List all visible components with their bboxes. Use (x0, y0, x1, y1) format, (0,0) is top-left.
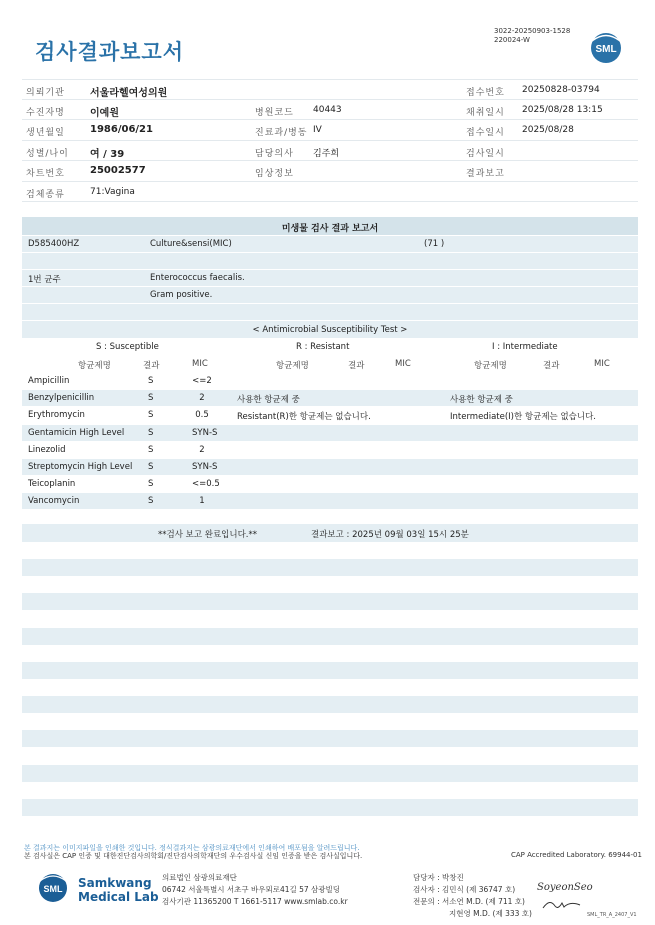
info-v3: 2025/08/28 (522, 125, 574, 135)
lab-address-line2: 06742 서울특별시 서초구 바우뫼로41길 57 삼광빌딩 (162, 885, 341, 894)
table-row (22, 459, 638, 475)
info-row (22, 161, 638, 182)
sml-logo-text: SML (595, 44, 617, 55)
lab-address (162, 872, 348, 908)
empty-row (22, 730, 638, 747)
empty-row (22, 662, 638, 679)
micro-section-title: 미생물 검사 결과 보고서 (281, 224, 379, 234)
info-l1: 의뢰기관 (26, 88, 65, 98)
table-row (22, 442, 638, 458)
report-complete: **검사 보고 완료입니다.** (158, 530, 258, 540)
column-header: 항균제명 (474, 361, 507, 371)
organism-name: Enterococcus faecalis. (150, 273, 245, 283)
drug-name: Streptomycin High Level (28, 462, 133, 472)
info-l3: 접수일시 (466, 128, 505, 138)
table-row (22, 493, 638, 509)
signers (413, 872, 532, 920)
info-v1: 여 / 39 (90, 148, 125, 160)
drug-result: S (148, 462, 154, 472)
empty-row (22, 304, 638, 320)
s-header: S : Susceptible (96, 342, 159, 352)
test-code: D585400HZ (28, 239, 80, 249)
drug-mic: 1 (199, 496, 205, 506)
signer-specialist1: 전문의 : 서소연 M.D. (제 711 호) (413, 897, 525, 906)
organism-label: 1번 균주 (28, 275, 61, 285)
column-header: MIC (395, 359, 411, 369)
r-note-line1: 사용한 항균제 중 (237, 395, 300, 405)
test-row (22, 236, 638, 252)
doc-number: SML_TR_A_2407_V1 (587, 912, 637, 918)
info-l1: 성별/나이 (26, 148, 69, 159)
table-row (22, 476, 638, 492)
info-v1: 1986/06/21 (90, 124, 153, 135)
info-l2: 담당의사 (255, 148, 294, 159)
column-header: 항균제명 (78, 361, 111, 371)
lab-name (78, 876, 159, 904)
sml-logo-icon (586, 32, 626, 64)
empty-row (22, 593, 638, 610)
info-l3: 채취일시 (466, 107, 505, 118)
drug-mic: 0.5 (195, 410, 209, 420)
signer-examiner: 검사자 : 김민식 (제 36747 호) (413, 885, 516, 894)
test-number: (71 ) (424, 239, 445, 249)
lab-address-line1: 의료법인 삼광의료재단 (162, 873, 237, 882)
info-l1: 수진자명 (26, 107, 65, 118)
info-l2: 병원코드 (255, 107, 294, 118)
report-time: 결과보고 : 2025년 09월 03일 15시 25분 (311, 530, 469, 540)
lab-address-line3: 검사기관 11365200 T 1661-5117 www.smlab.co.kr (162, 897, 348, 906)
drug-result: S (148, 445, 154, 455)
i-note-line1: 사용한 항균제 중 (450, 395, 513, 405)
empty-row (22, 253, 638, 269)
drug-mic: 2 (199, 445, 205, 455)
drug-name: Erythromycin (28, 410, 85, 420)
lab-name-line2: Medical Lab (78, 890, 159, 904)
drug-name: Teicoplanin (28, 479, 76, 489)
info-row (22, 120, 638, 141)
info-l2: 진료과/병동 (255, 128, 308, 138)
report-code (494, 27, 570, 45)
table-row (22, 407, 638, 423)
info-l3: 결과보고 (466, 169, 505, 179)
signer-specialist2: 지현영 M.D. (제 333 호) (449, 909, 532, 918)
organism-row (22, 270, 638, 286)
info-v2: 40443 (313, 104, 342, 115)
drug-name: Vancomycin (28, 496, 80, 506)
drug-mic: <=2 (192, 376, 212, 386)
signature-soyeonseo-icon (537, 879, 593, 893)
drug-mic: 2 (199, 393, 205, 403)
info-v1: 25002577 (90, 165, 146, 176)
table-row (22, 390, 638, 406)
report-code-line1: 3022-20250903-1528 (494, 27, 571, 35)
micro-section-header (22, 217, 638, 235)
signer-manager: 담당자 : 박창진 (413, 873, 464, 882)
column-header: 항균제명 (276, 361, 309, 371)
completion-row (22, 524, 638, 542)
info-l3: 검사일시 (466, 148, 505, 159)
drug-result: S (148, 410, 154, 420)
info-l2: 임상정보 (255, 169, 294, 179)
r-note-line2: Resistant(R)한 항균제는 없습니다. (237, 412, 371, 422)
page-title: 검사결과보고서 (35, 40, 185, 64)
table-row (22, 373, 638, 389)
gram-row (22, 287, 638, 303)
signature-second-icon (540, 897, 584, 913)
drug-result: S (148, 496, 154, 506)
info-row (22, 100, 638, 121)
empty-row (22, 559, 638, 576)
empty-row (22, 628, 638, 645)
info-l1: 생년월일 (26, 128, 65, 138)
ast-title: < Antimicrobial Susceptibility Test > (252, 325, 408, 335)
info-v2: 김주희 (313, 148, 340, 159)
column-header: 결과 (348, 361, 365, 371)
samkwang-logo-icon (34, 873, 72, 903)
drug-name: Ampicillin (28, 376, 70, 386)
info-v1: 서울라헬여성의원 (90, 88, 168, 99)
notice-image-file: 본 결과지는 이미지파일을 인쇄한 것입니다. 정식결과지는 삼광의료재단에서 인쇄하여 배포됨을 알려드립니다. (24, 844, 360, 852)
samkwang-logo-text: SML (43, 884, 63, 894)
column-header: 결과 (143, 361, 160, 371)
column-header: MIC (192, 359, 208, 369)
i-note-line2: Intermediate(I)한 항균제는 없습니다. (450, 412, 596, 422)
info-l3: 접수번호 (466, 88, 505, 98)
test-name: Culture&sensi(MIC) (150, 239, 232, 249)
drug-result: S (148, 376, 154, 386)
column-header: 결과 (543, 361, 560, 371)
info-l1: 차트번호 (26, 169, 65, 179)
i-header: I : Intermediate (492, 342, 558, 352)
empty-row (22, 765, 638, 782)
info-v1: 71:Vagina (90, 186, 135, 197)
drug-mic: SYN-S (192, 462, 218, 472)
empty-row (22, 799, 638, 816)
drug-name: Gentamicin High Level (28, 428, 125, 438)
lab-name-line1: Samkwang (78, 876, 152, 890)
drug-name: Benzylpenicillin (28, 393, 95, 403)
drug-mic: <=0.5 (192, 479, 220, 489)
drug-result: S (148, 428, 154, 438)
r-header: R : Resistant (296, 342, 350, 352)
info-l1: 검체종류 (26, 189, 65, 200)
drug-result: S (148, 393, 154, 403)
ast-header (22, 339, 638, 373)
empty-row (22, 696, 638, 713)
info-v3: 2025/08/28 13:15 (522, 104, 603, 115)
info-v3: 20250828-03794 (522, 85, 600, 95)
drug-name: Linezolid (28, 445, 66, 455)
notice-cap: 본 검사실은 CAP 인증 및 대한진단검사의학회/진단검사의학재단의 우수검사실 신임 인증을 받은 검사실입니다. (24, 852, 363, 860)
drug-mic: SYN-S (192, 428, 218, 438)
info-row (22, 182, 638, 203)
report-code-line2: 220024-W (494, 36, 530, 44)
ast-title-row (22, 321, 638, 338)
drug-result: S (148, 479, 154, 489)
patient-info-table (22, 79, 638, 202)
info-row (22, 141, 638, 162)
cap-accredited: CAP Accredited Laboratory. 69944-01 (511, 851, 642, 859)
gram-stain: Gram positive. (150, 290, 213, 300)
info-v2: IV (313, 125, 322, 135)
info-row (22, 79, 638, 100)
table-row (22, 425, 638, 441)
signature-script-text: SoyeonSeo (537, 882, 593, 893)
info-v1: 이예원 (90, 107, 119, 119)
column-header: MIC (594, 359, 610, 369)
